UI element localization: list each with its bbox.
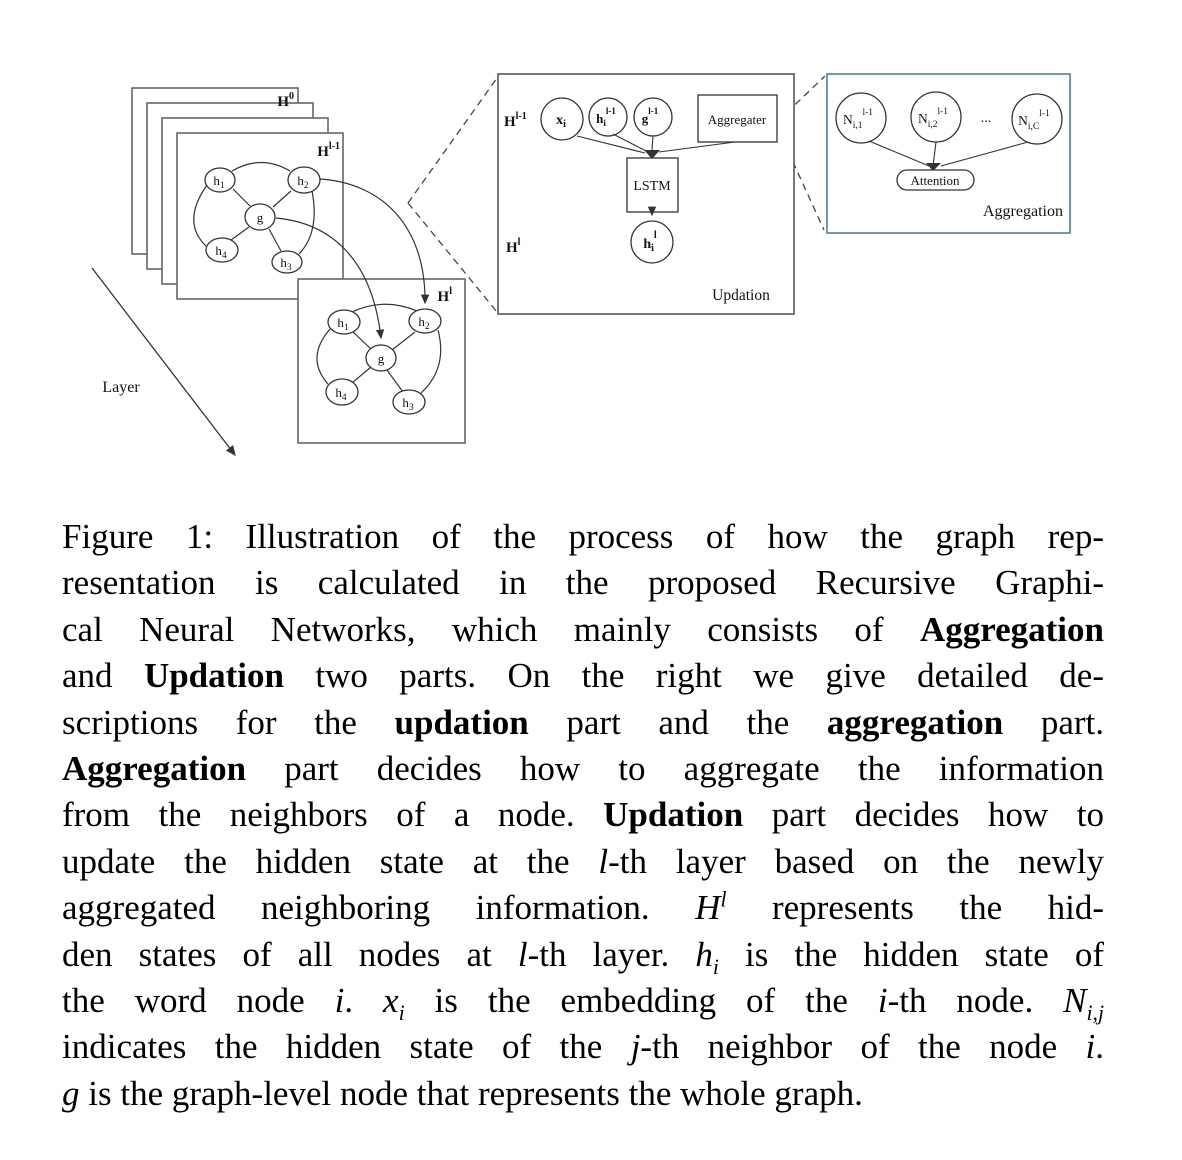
caption-text-segment: j bbox=[630, 1027, 641, 1067]
attention-label: Attention bbox=[910, 173, 960, 188]
h0-label: $H^0$ bbox=[277, 91, 294, 110]
caption-text-segment: part and the bbox=[528, 702, 827, 742]
h-lminus1-label: $H^{l-1}$ bbox=[317, 141, 340, 160]
caption-text-segment: Aggregation bbox=[62, 749, 247, 789]
caption-text-segment: l bbox=[517, 934, 528, 974]
hl-label: $H^l$ bbox=[437, 286, 452, 305]
lstm-label: LSTM bbox=[633, 179, 671, 194]
caption-text-segment: l bbox=[598, 841, 609, 881]
diagram-svg bbox=[0, 0, 1182, 480]
caption-text-segment: H bbox=[695, 888, 721, 928]
layer-axis-label: Layer bbox=[102, 379, 140, 396]
caption-text-segment: -th node. bbox=[887, 981, 1064, 1021]
caption-text-segment: is the embedding of the bbox=[404, 981, 878, 1021]
caption-line bbox=[62, 839, 1104, 885]
caption-text-segment: indicates the hidden state of the bbox=[62, 1027, 631, 1067]
caption-line bbox=[62, 560, 1104, 606]
caption-text-segment: part. bbox=[1003, 702, 1104, 742]
neighbor2-label: $N_{i,2}^{l-1}$ bbox=[917, 107, 949, 130]
svg-text:h2: $h_2$ bbox=[418, 314, 430, 332]
svg-text:h4: $h_4$ bbox=[215, 243, 227, 261]
caption-text-segment: Updation bbox=[603, 795, 744, 835]
caption-text-segment: . bbox=[344, 981, 384, 1021]
hi-out-label: $h_i^l$ bbox=[643, 230, 657, 254]
neighborC-label: $N_{i,C}^{l-1}$ bbox=[1018, 109, 1050, 132]
caption-text-segment: updation bbox=[394, 702, 529, 742]
caption-text-segment: i bbox=[398, 1001, 405, 1026]
svg-text:h3: $h_3$ bbox=[402, 395, 414, 413]
caption-text-segment: Figure 1: Illustration of the process of how the graph rep- bbox=[62, 517, 1104, 556]
caption-line bbox=[62, 653, 1104, 699]
figure-1-diagram bbox=[0, 0, 1182, 480]
svg-text:h4: $h_4$ bbox=[335, 385, 347, 403]
aggregater-label: Aggregater bbox=[707, 112, 767, 127]
caption-line bbox=[62, 514, 1104, 560]
caption-line bbox=[62, 1024, 1104, 1070]
svg-text:h1: $h_1$ bbox=[213, 173, 225, 191]
caption-text-segment: N bbox=[1063, 981, 1087, 1021]
caption-text-segment: from the neighbors of a node. bbox=[62, 795, 604, 835]
caption-text-segment: aggregation bbox=[826, 702, 1004, 742]
caption-text-segment: i,j bbox=[1086, 1001, 1104, 1026]
caption-text-segment: scriptions for the bbox=[62, 702, 395, 742]
caption-text-segment: -th layer based on the newly bbox=[608, 841, 1105, 881]
g-prev-node bbox=[634, 98, 672, 136]
caption-text-segment: two parts. On the right we give detailed de- bbox=[284, 656, 1104, 696]
updation-box bbox=[498, 74, 794, 314]
caption-line bbox=[62, 1071, 1104, 1117]
caption-text-segment: g bbox=[62, 1073, 80, 1113]
caption-text-segment: i bbox=[334, 981, 345, 1021]
caption-line bbox=[62, 932, 1104, 978]
caption-line bbox=[62, 746, 1104, 792]
svg-text:h1: $h_1$ bbox=[337, 315, 349, 333]
updation-hcur-label: $H^l$ bbox=[506, 237, 521, 256]
caption-text-segment: part decides how to aggregate the information bbox=[246, 749, 1104, 789]
svg-text:h3: $h_3$ bbox=[280, 255, 292, 273]
caption-text-segment: the word node bbox=[62, 981, 335, 1021]
caption-text-segment: i bbox=[712, 954, 719, 979]
caption-text-segment: i bbox=[877, 981, 888, 1021]
svg-text:g: g bbox=[256, 210, 264, 225]
caption-text-segment: -th layer. bbox=[527, 934, 696, 974]
caption-text-segment: resentation is calculated in the proposed Recursive Graphi- bbox=[62, 563, 1104, 603]
updation-hprev-label: $H^{l-1}$ bbox=[504, 111, 527, 130]
caption-line bbox=[62, 978, 1104, 1024]
hi-prev-label: $h_i^{l-1}$ bbox=[596, 106, 616, 128]
caption-line bbox=[62, 700, 1104, 746]
aggregation-box bbox=[827, 74, 1070, 233]
g-prev-label: $g^{l-1}$ bbox=[641, 106, 659, 126]
caption-text-segment: is the graph-level node that represents the whole graph. bbox=[79, 1073, 863, 1113]
caption-text-segment: update the hidden state at the bbox=[62, 841, 599, 881]
caption-text-segment: and bbox=[62, 656, 144, 696]
caption-text-segment: h bbox=[695, 934, 713, 974]
hi-out-node bbox=[631, 221, 673, 263]
neighbor1-label: $N_{i,1}^{l-1}$ bbox=[842, 108, 874, 131]
caption-text-segment: den states of all nodes at bbox=[62, 934, 518, 974]
svg-text:g: g bbox=[377, 351, 385, 366]
caption-text-segment: Aggregation bbox=[919, 609, 1104, 649]
hi-prev-node bbox=[589, 98, 627, 136]
caption-text-segment: represents the hid- bbox=[726, 888, 1104, 928]
caption-text-segment: x bbox=[383, 981, 399, 1021]
caption-text-segment: part decides how to bbox=[743, 795, 1104, 835]
caption-line bbox=[62, 607, 1104, 653]
caption-text-segment: aggregated neighboring information. bbox=[62, 888, 696, 928]
caption-text-segment: cal Neural Networks, which mainly consists of bbox=[62, 609, 920, 649]
caption-line bbox=[62, 885, 1104, 931]
svg-text:h2: $h_2$ bbox=[297, 173, 309, 191]
updation-title: Updation bbox=[712, 287, 770, 304]
caption-text-segment: i bbox=[1085, 1027, 1096, 1067]
caption-text-segment: is the hidden state of bbox=[718, 934, 1104, 974]
caption-text-segment: Updation bbox=[143, 656, 284, 696]
caption-line bbox=[62, 792, 1104, 838]
caption-text-segment: l bbox=[720, 887, 727, 912]
aggregation-title: Aggregation bbox=[983, 203, 1063, 220]
xi-label: $x_i$ bbox=[556, 113, 566, 130]
figure-caption bbox=[62, 514, 1104, 1117]
neighbor-ellipsis: ... bbox=[980, 111, 992, 126]
caption-text-segment: -th neighbor of the node bbox=[640, 1027, 1086, 1067]
caption-text-segment: . bbox=[1095, 1027, 1104, 1067]
